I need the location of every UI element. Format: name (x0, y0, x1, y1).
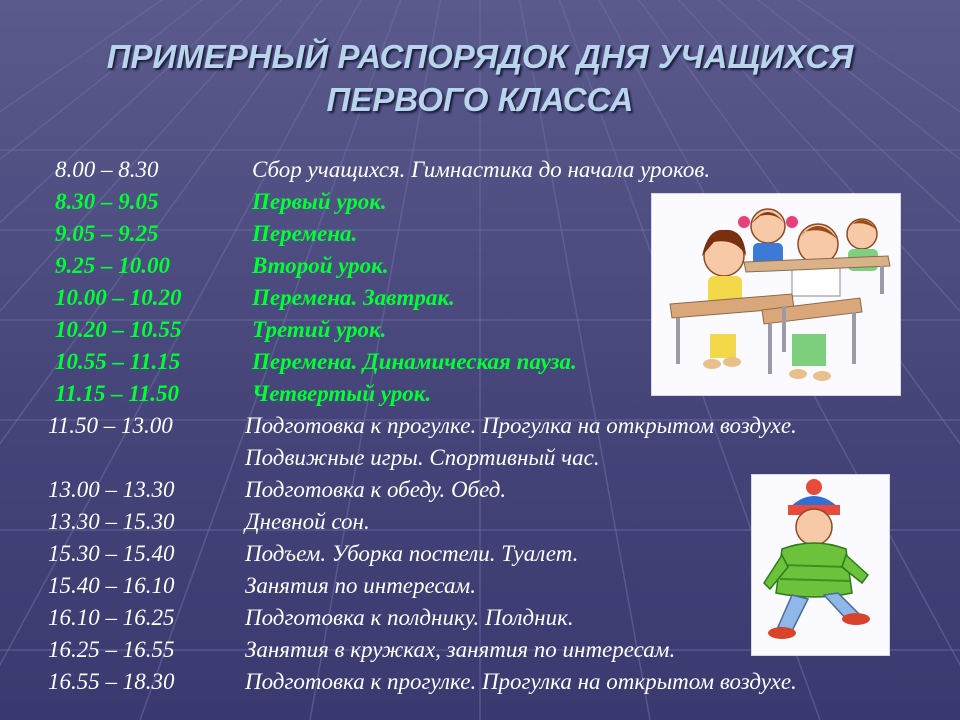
schedule-time: 9.05 – 9.25 (55, 221, 159, 246)
schedule-time: 8.00 – 8.30 (55, 157, 159, 182)
schedule-time: 13.00 – 13.30 (48, 477, 175, 502)
schedule-activity: Первый урок. (252, 189, 387, 214)
schedule-time: 10.20 – 10.55 (55, 317, 182, 342)
schedule-time: 15.30 – 15.40 (48, 541, 175, 566)
walking-boy-illustration (751, 474, 890, 656)
schedule-activity: Третий урок. (252, 317, 387, 342)
schedule-time: 11.50 – 13.00 (48, 413, 173, 438)
schedule-activity: Занятия по интересам. (245, 573, 476, 598)
schedule-activity: Подготовка к полднику. Полдник. (245, 605, 574, 630)
schedule-activity: Подготовка к прогулке. Прогулка на открытом воздухе. (245, 669, 797, 694)
schedule-time: 13.30 – 15.30 (48, 509, 175, 534)
schedule-activity: Занятия в кружках, занятия по интересам. (245, 637, 676, 662)
title-line-1: ПРИМЕРНЫЙ РАСПОРЯДОК ДНЯ УЧАЩИХСЯ (106, 38, 854, 75)
schedule-time: 9.25 – 10.00 (55, 253, 170, 278)
schedule-activity: Перемена. Завтрак. (252, 285, 455, 310)
schedule-activity: Подготовка к обеду. Обед. (245, 477, 507, 502)
schedule-time: 8.30 – 9.05 (55, 189, 159, 214)
schedule-time: 10.55 – 11.15 (55, 349, 181, 374)
schedule-activity: Подвижные игры. Спортивный час. (245, 445, 600, 470)
title-line-2: ПЕРВОГО КЛАССА (326, 81, 634, 118)
schedule-activity: Перемена. (252, 221, 358, 246)
schedule-activity: Второй урок. (252, 253, 389, 278)
schedule-activity: Сбор учащихся. Гимнастика до начала уроков. (252, 157, 711, 182)
children-at-desks-illustration (651, 193, 901, 396)
schedule-time: 16.25 – 16.55 (48, 637, 175, 662)
schedule-activity: Четвертый урок. (252, 381, 432, 406)
schedule-activity: Перемена. Динамическая пауза. (252, 349, 577, 374)
schedule-time: 15.40 – 16.10 (48, 573, 175, 598)
schedule-activity: Подготовка к прогулке. Прогулка на открытом воздухе. (245, 413, 797, 438)
schedule-time: 11.15 – 11.50 (55, 381, 179, 406)
schedule-activity: Дневной сон. (245, 509, 370, 534)
schedule-time: 16.55 – 18.30 (48, 669, 175, 694)
schedule-time: 16.10 – 16.25 (48, 605, 175, 630)
schedule-time: 10.00 – 10.20 (55, 285, 182, 310)
schedule-activity: Подъем. Уборка постели. Туалет. (245, 541, 579, 566)
